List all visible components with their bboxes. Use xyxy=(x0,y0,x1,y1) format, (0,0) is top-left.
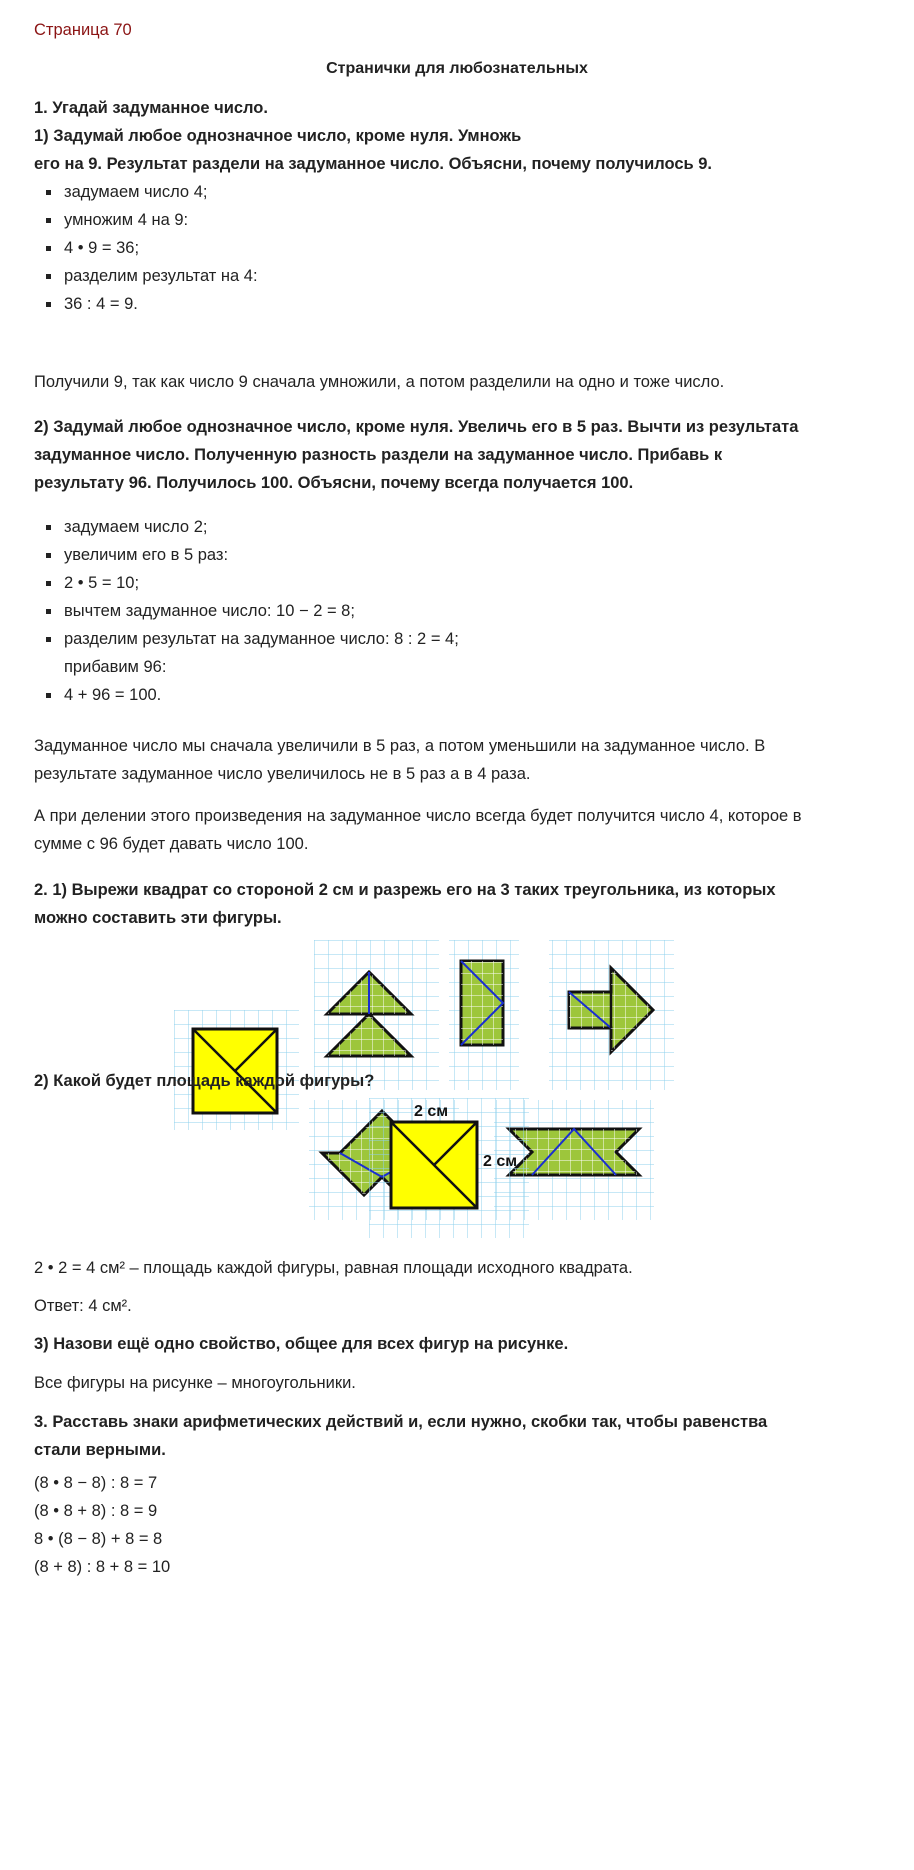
page-title: Странички для любознательных xyxy=(326,60,588,77)
task1-block xyxy=(34,94,880,178)
equation: (8 • 8 − 8) : 8 = 7 xyxy=(34,1474,158,1492)
task1-part2-explanation-1: Задуманное число мы сначала увеличили в 5 раз, а потом уменьшили на задуманное число. В результате задуманное число увеличилось не в 5 раз а в 4 раза. xyxy=(34,737,766,783)
task2-question-3: 3) Назови ещё одно свойство, общее для всех фигур на рисунке. xyxy=(34,1335,569,1353)
task3-equations xyxy=(34,1469,880,1581)
list-item: 4 + 96 = 100. xyxy=(34,681,880,709)
task2-heading: 2. 1) Вырежи квадрат со стороной 2 см и разрежь его на 3 таких треугольника, из которых можно составить эти фигуры. xyxy=(34,881,776,927)
task1-part1-answer: Получили 9, так как число 9 сначала умножили, а потом разделили на одно и тоже число. xyxy=(34,373,725,391)
equation: 8 • (8 − 8) + 8 = 8 xyxy=(34,1530,163,1548)
list-item: прибавим 96: xyxy=(64,658,167,676)
task2-answer: Ответ: 4 см². xyxy=(34,1297,132,1315)
task1-part2-question: 2) Задумай любое однозначное число, кроме нуля. Увеличь его в 5 раз. Вычти из результата задуманное число. Полученную разность раздели на задуманное число. Прибавь к результату 96. Получилось 100. Объясни, почему всегда получается 100. xyxy=(34,418,799,492)
equation: (8 + 8) : 8 + 8 = 10 xyxy=(34,1558,171,1576)
equation: (8 • 8 + 8) : 8 = 9 xyxy=(34,1502,158,1520)
task2-area-text: 2 • 2 = 4 см² – площадь каждой фигуры, равная площади исходного квадрата. xyxy=(34,1259,633,1277)
list-item: 4 • 9 = 36; xyxy=(34,234,880,262)
task1-part1-line2: его на 9. Результат раздели на задуманное число. Объясни, почему получилось 9. xyxy=(34,155,712,173)
task1-part2-steps xyxy=(34,513,880,709)
top-side-label: 2 см xyxy=(414,1103,449,1120)
list-item: разделим результат на 4: xyxy=(34,262,880,290)
list-item: 2 • 5 = 10; xyxy=(34,569,880,597)
page-link[interactable]: Страница 70 xyxy=(34,21,132,39)
task1-heading: 1. Угадай задуманное число. xyxy=(34,99,268,117)
list-item: умножим 4 на 9: xyxy=(34,206,880,234)
list-item: вычтем задуманное число: 10 − 2 = 8; xyxy=(34,597,880,625)
list-item: разделим результат на задуманное число: 8 : 2 = 4; xyxy=(34,625,880,653)
task2-question-2: 2) Какой будет площадь каждой фигуры? xyxy=(34,1072,375,1090)
square-with-dimensions xyxy=(369,1098,544,1243)
list-item: задумаем число 2; xyxy=(34,513,880,541)
list-item: 36 : 4 = 9. xyxy=(34,290,880,318)
task1-part1-steps xyxy=(34,178,880,318)
task1-part2-explanation-2: А при делении этого произведения на задуманное число всегда будет получится число 4, которое в сумме с 96 будет давать число 100. xyxy=(34,807,802,853)
list-item: увеличим его в 5 раз: xyxy=(34,541,880,569)
task1-part1-line1: 1) Задумай любое однозначное число, кроме нуля. Умножь xyxy=(34,127,522,145)
right-side-label: 2 см xyxy=(483,1153,518,1170)
list-item: задумаем число 4; xyxy=(34,178,880,206)
task3-heading: 3. Расставь знаки арифметических действий и, если нужно, скобки так, чтобы равенства стали верными. xyxy=(34,1413,768,1459)
task2-question-3-answer: Все фигуры на рисунке – многоугольники. xyxy=(34,1374,356,1392)
